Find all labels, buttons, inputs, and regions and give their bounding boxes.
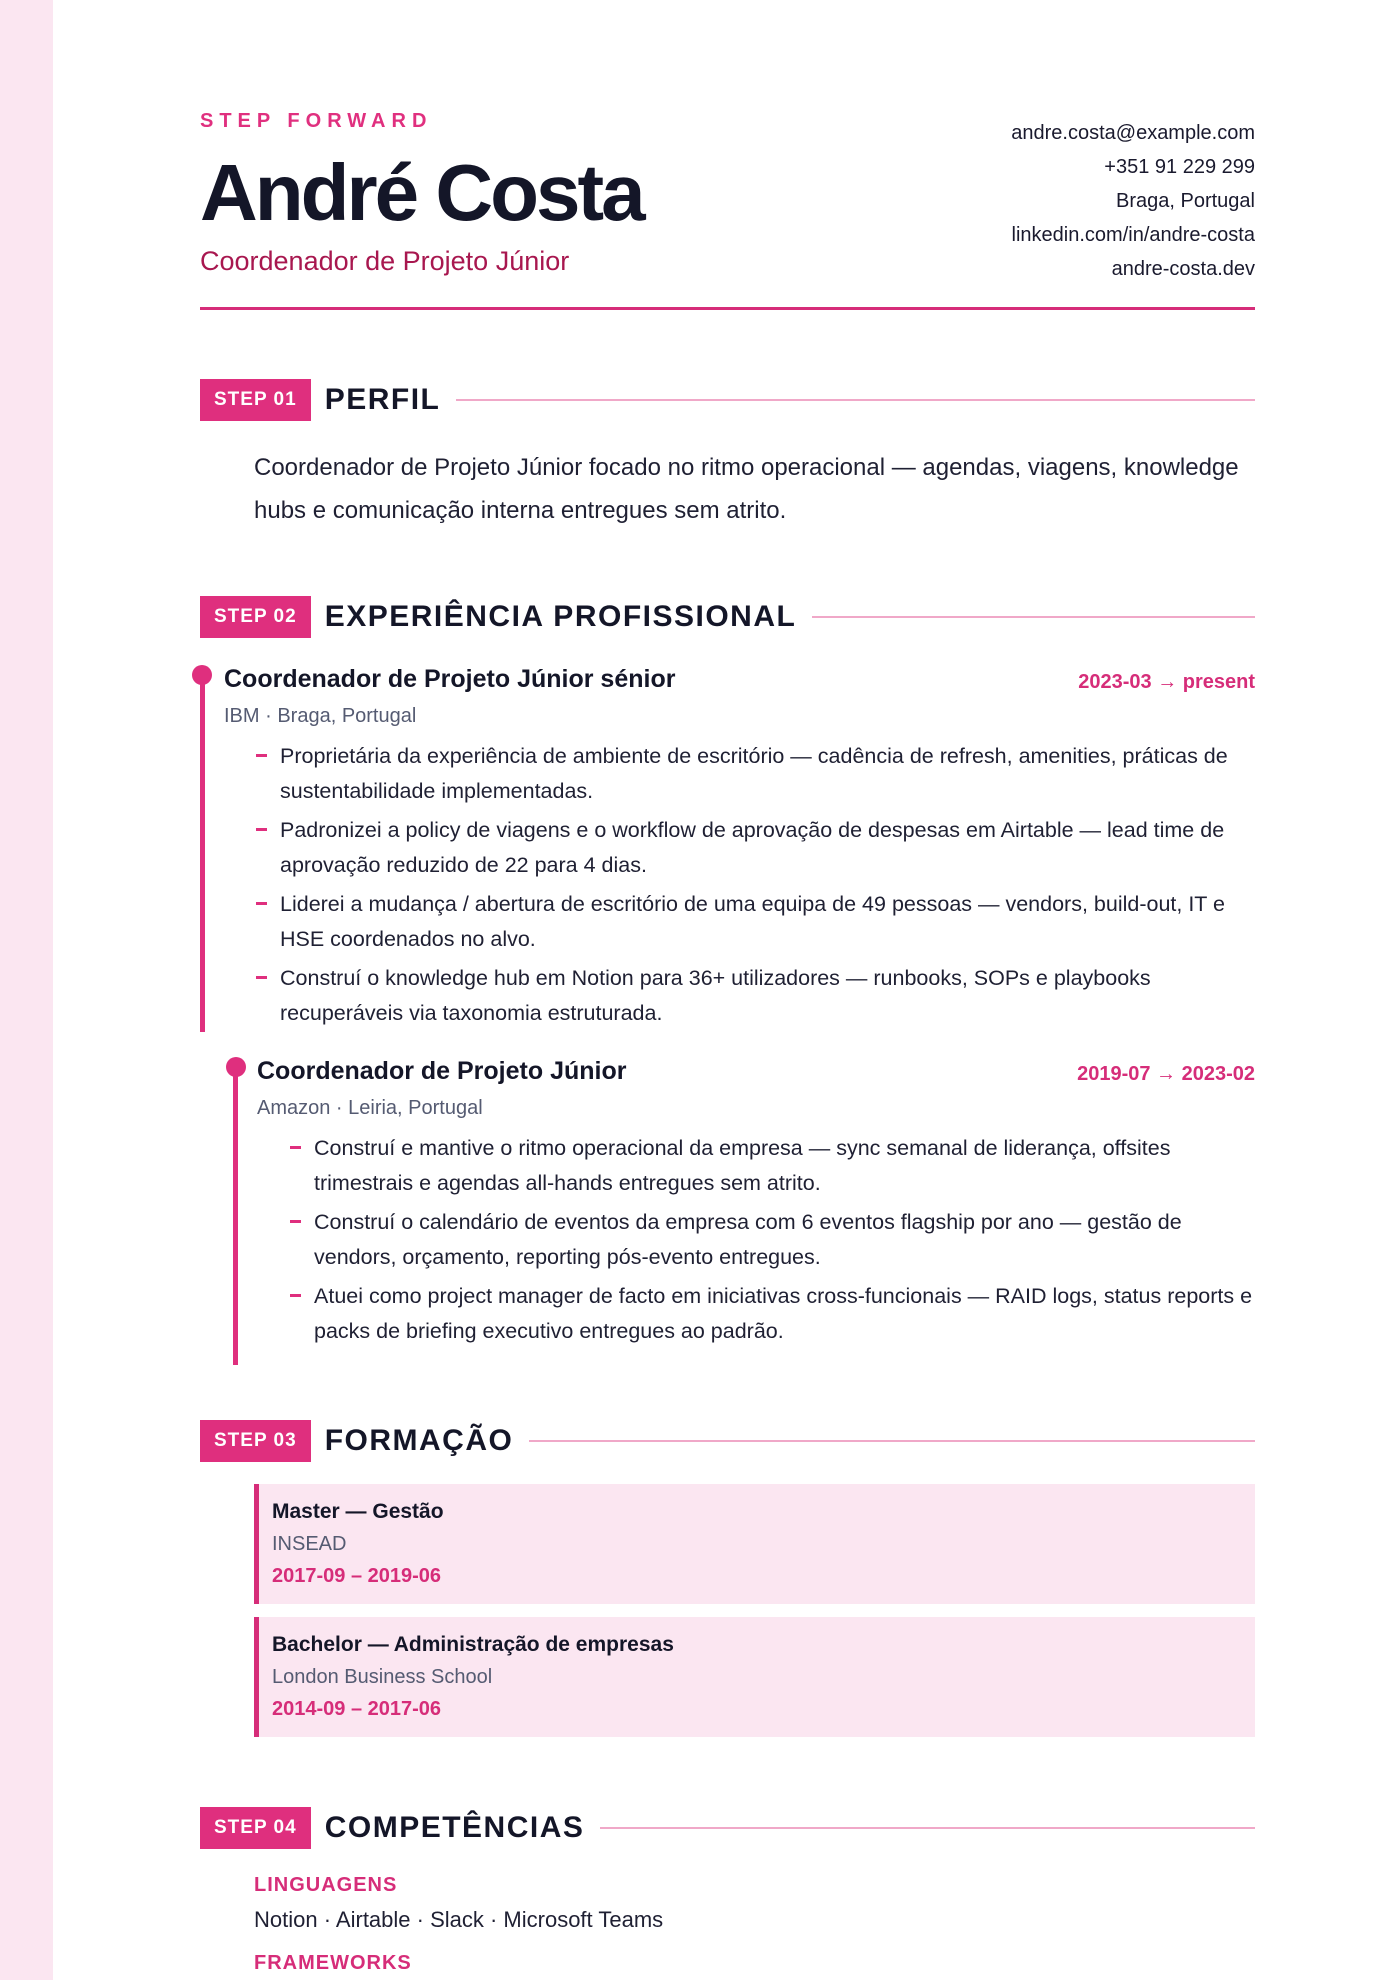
list-item: Construí e mantive o ritmo operacional da empresa — sync semanal de liderança, offsites trimestrais e agendas all-hands entregues sem atrito. [314, 1131, 1255, 1201]
header-divider [200, 307, 1255, 310]
timeline-bar [233, 1067, 238, 1365]
job-dates: 2023-03 → present [1078, 671, 1255, 693]
education-entry [254, 1617, 1255, 1737]
job-title: Coordenador de Projeto Júnior [257, 1057, 627, 1085]
education-degree: Bachelor — Administração de empresas [272, 1633, 674, 1656]
education-school: London Business School [272, 1666, 493, 1688]
skill-category-label: LINGUAGENS [254, 1874, 398, 1896]
skill-category-label: FRAMEWORKS [254, 1952, 412, 1974]
section-experience-header [200, 596, 1255, 638]
profile-summary: Coordenador de Projeto Júnior focado no ritmo operacional — agendas, viagens, knowledge hubs e comunicação interna entregues sem atrito. [254, 454, 1239, 524]
skill-category-value: Notion · Airtable · Slack · Microsoft Teams [254, 1907, 664, 1932]
section-rule [529, 1440, 1255, 1442]
side-accent-strip [0, 0, 53, 1980]
list-item: Construí o calendário de eventos da empresa com 6 eventos flagship por ano — gestão de vendors, orçamento, reporting pós-evento entregues. [314, 1205, 1255, 1275]
bullet-dash [256, 902, 267, 905]
job-company: IBM · Braga, Portugal [224, 705, 417, 727]
list-item: Atuei como project manager de facto em iniciativas cross-funcionais — RAID logs, status reports e packs de briefing executivo entregues ao padrão. [314, 1279, 1255, 1349]
job-bullets [280, 739, 1255, 1035]
section-rule [456, 399, 1255, 401]
section-title: PERFIL [324, 383, 441, 416]
bullet-dash [256, 828, 267, 831]
contact-linkedin: linkedin.com/in/andre-costa [1011, 224, 1255, 246]
job-dates: 2019-07 → 2023-02 [1077, 1063, 1255, 1085]
education-dates: 2017-09 – 2019-06 [272, 1565, 442, 1587]
section-rule [812, 616, 1255, 618]
list-item: Proprietária da experiência de ambiente de escritório — cadência de refresh, amenities, práticas de sustentabilidade implementadas. [280, 739, 1255, 809]
section-tag: STEP 02 [200, 596, 311, 638]
bullet-dash [256, 754, 267, 757]
list-item: Padronizei a policy de viagens e o workflow de aprovação de despesas em Airtable — lead time de aprovação reduzido de 22 para 4 dias. [280, 813, 1255, 883]
candidate-name: André Costa [200, 148, 643, 237]
section-tag: STEP 03 [200, 1420, 311, 1462]
bullet-dash [290, 1220, 301, 1223]
section-skills-header [200, 1807, 1255, 1849]
section-title: FORMAÇÃO [324, 1424, 514, 1457]
list-item: Liderei a mudança / abertura de escritório de uma equipa de 49 pessoas — vendors, build-out, IT e HSE coordenados no alvo. [280, 887, 1255, 957]
job-title: Coordenador de Projeto Júnior sénior [224, 665, 676, 693]
section-title: COMPETÊNCIAS [324, 1811, 585, 1844]
education-entry [254, 1484, 1255, 1604]
contact-email: andre.costa@example.com [1011, 122, 1255, 144]
timeline-bar [200, 675, 205, 1032]
contact-location: Braga, Portugal [1116, 190, 1255, 212]
education-dates: 2014-09 – 2017-06 [272, 1698, 442, 1720]
contact-website: andre-costa.dev [1111, 258, 1255, 280]
job-bullets [314, 1131, 1255, 1353]
contact-block [1011, 116, 1255, 286]
header-eyebrow: STEP FORWARD [200, 110, 433, 132]
bullet-dash [290, 1294, 301, 1297]
section-tag: STEP 01 [200, 379, 311, 421]
bullet-dash [290, 1146, 301, 1149]
section-education-header [200, 1420, 1255, 1462]
education-degree: Master — Gestão [272, 1500, 444, 1523]
section-title: EXPERIÊNCIA PROFISSIONAL [324, 600, 797, 633]
candidate-role: Coordenador de Projeto Júnior [200, 246, 570, 276]
education-school: INSEAD [272, 1533, 347, 1555]
job-company: Amazon · Leiria, Portugal [257, 1097, 483, 1119]
list-item: Construí o knowledge hub em Notion para 36+ utilizadores — runbooks, SOPs e playbooks recuperáveis via taxonomia estruturada. [280, 961, 1255, 1031]
contact-phone: +351 91 229 299 [1104, 156, 1255, 178]
bullet-dash [256, 976, 267, 979]
section-rule [600, 1827, 1255, 1829]
section-profile-header [200, 379, 1255, 421]
section-tag: STEP 04 [200, 1807, 311, 1849]
